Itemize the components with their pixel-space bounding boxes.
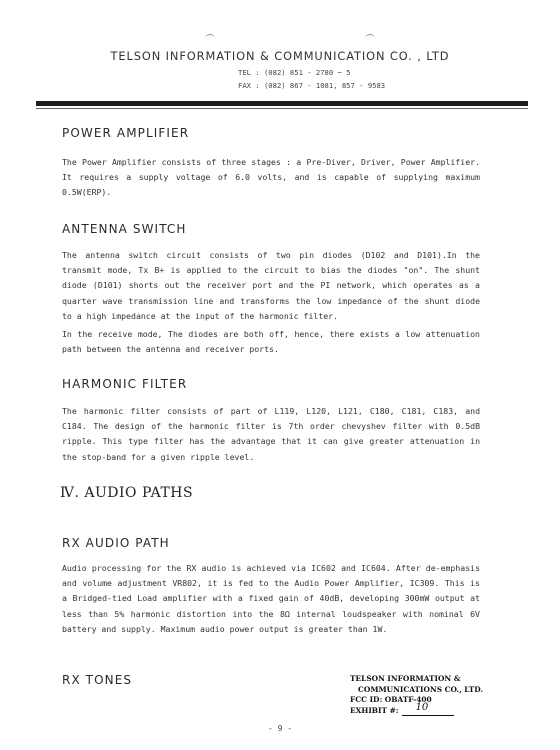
paragraph-power-amplifier: The Power Amplifier consists of three stages : a Pre-Diver, Driver, Power Amplifier. It requires a supply voltage of 6.0 volts, and is capable of supplying maximum 0.5W(ERP). (62, 157, 480, 198)
heading-rx-audio-path: RX AUDIO PATH (62, 536, 170, 550)
fcc-exhibit-stamp (350, 674, 483, 716)
stamp-fcc-id: FCC ID: OBATF-400 (350, 695, 432, 704)
heading-power-amplifier: POWER AMPLIFIER (62, 126, 190, 140)
stamp-exhibit-row (350, 702, 483, 717)
fax-line: FAX : (082) 867 - 1081, 857 - 9583 (238, 81, 386, 90)
paragraph-antenna-switch-receive: In the receive mode, The diodes are both off, hence, there exists a low attenuation path between the antenna and receiver ports. (62, 329, 480, 355)
telephone-line: TEL : (082) 851 - 2780 ~ 5 (238, 68, 351, 77)
exhibit-number-handwritten: 10 (415, 702, 429, 713)
scan-mark-right (365, 34, 375, 39)
scan-mark-left (205, 34, 215, 39)
heading-audio-paths: Ⅳ. AUDIO PATHS (60, 485, 194, 501)
paragraph-rx-audio-path: Audio processing for the RX audio is achieved via IC602 and IC604. After de-emphasis and volume adjustment VR802, it is fed to the Audio Power Amplifier, IC309. This is a Bridged-tied Load amplifier with a fixed gain of 40dB, developing 300mW output at less than 5% harmonic distortion into the 8Ω internal loudspeaker with nominal 6V battery and supply. Maximum audio power output is greater than 1W. (62, 563, 480, 634)
header-rule-thin (36, 108, 528, 109)
paragraph-harmonic-filter: The harmonic filter consists of part of L119, L120, L121, C180, C181, C183, and C184. The design of the harmonic filter is 7th order chevyshev filter with 0.5dB ripple. This type filter has the advantage that it can give greater attenuation in the stop-band for a given ripple level. (62, 406, 480, 462)
paragraph-antenna-switch-transmit: The antenna switch circuit consists of two pin diodes (D102 and D101).In the transmit mode, Tx B+ is applied to the circuit to bias the diodes "on". The shunt diode (D101) shorts out the receiver port and the PI network, which operates as a quarter wave transmission line and transforms the low impedance of the shunt diode to a high impedance at the input of the harmonic filter. (62, 250, 480, 321)
stamp-company-line2: COMMUNICATIONS CO., LTD. (358, 684, 484, 694)
heading-harmonic-filter: HARMONIC FILTER (62, 377, 188, 391)
header-rule (36, 101, 528, 106)
heading-rx-tones: RX TONES (62, 673, 133, 687)
page-number: - 9 - (267, 724, 293, 733)
stamp-company-line1: TELSON INFORMATION & (350, 674, 461, 683)
stamp-exhibit-label: EXHIBIT #: (350, 705, 399, 715)
exhibit-number-field (402, 702, 454, 716)
heading-antenna-switch: ANTENNA SWITCH (62, 222, 187, 236)
company-name: TELSON INFORMATION & COMMUNICATION CO. , LTD (110, 49, 450, 63)
